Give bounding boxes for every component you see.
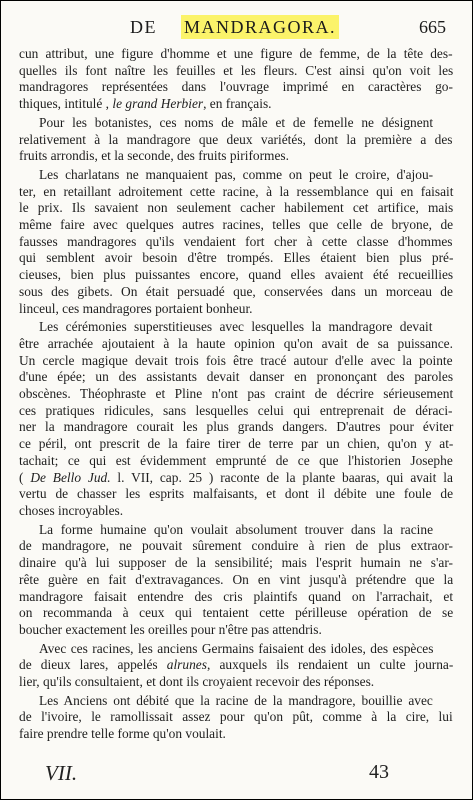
- text-line: relativement à la mandragore que deux variétés, dont la première a des: [19, 131, 453, 147]
- paragraph: [19, 641, 453, 691]
- text-line: boucher exactement les oreilles pour n'être pas attendris.: [19, 621, 322, 637]
- text-line: cun attribut, une figure d'homme et une figure de femme, de la tête des-: [19, 46, 453, 61]
- sheet-number: 43: [369, 761, 389, 783]
- text-line: le prix. Ils savaient non seulement cacher habilement cet artifice, mais: [19, 200, 454, 216]
- text-line: qui semblent avoir besoin d'être trompés. Elles étaient bien plus pré-: [19, 250, 454, 266]
- text-line: même faire avec quelques autres racines, telles que celle de bryone, de: [19, 217, 454, 233]
- text-line: de dieux lares, appelés alrunes, auxquels ils rendaient un culte journa-: [19, 657, 454, 673]
- running-title-highlighted: MANDRAGORA.: [181, 15, 339, 39]
- text-line: quelles ils font naître les feuilles et les fleurs. C'est ainsi qu'on voit les: [19, 62, 454, 78]
- text-line: ter, en retaillant adroitement cette racine, à la ressemblance qui en faisait: [19, 183, 454, 199]
- page-number: 665: [419, 17, 446, 37]
- paragraph: [19, 46, 453, 113]
- text-line: d'une épée; un des assistants devait danser en prononçant des paroles: [19, 369, 454, 385]
- text-line: thiques, intitulé , le grand Herbier, en français.: [19, 96, 272, 112]
- paragraph: [19, 167, 453, 317]
- running-title-prefix: DE: [130, 17, 157, 37]
- text-line: rête guère en fait d'extravagances. On en vint jusqu'à prétendre que la: [19, 571, 454, 587]
- text-line: Pour les botanistes, ces noms de mâle et de femelle ne désignent: [39, 114, 434, 130]
- text-line: tachait; ce qui est évidemment emprunté de ce que l'historien Josephe: [19, 452, 453, 468]
- text-line: lier, qu'ils consultaient, et dont ils croyaient recevoir des réponses.: [19, 674, 375, 690]
- paragraph: [19, 522, 453, 639]
- text-line: fruits arrondis, et la seconde, des fruits piriformes.: [19, 148, 289, 164]
- text-line: sous des gibets. On était persuadé que, conservées dans un morceau de: [19, 283, 453, 299]
- page-footer: [1, 761, 472, 791]
- text-line: Les cérémonies superstitieuses avec lesquelles la mandragore devait: [39, 319, 433, 335]
- paragraph: [19, 693, 453, 743]
- text-line: Avec ces racines, les anciens Germains faisaient des idoles, des espèces: [39, 640, 434, 656]
- text-line: La forme humaine qu'on voulait absolument trouver dans la racine: [39, 521, 434, 537]
- text-line: ce péril, ont prescrit de la faire tirer de terre par un chien, qu'on y at-: [19, 436, 454, 452]
- text-line: de l'ivoire, le ramollissait assez pour qu'on pût, comme à la cire, lui: [19, 709, 453, 725]
- body-text: [19, 46, 453, 743]
- text-line: dinaire qu'à lui supposer de la sensibilité; mais l'esprit humain ne s'ar-: [19, 555, 454, 571]
- text-line: obscènes. Théophraste et Pline n'ont pas craint de décrire sérieusement: [19, 386, 454, 402]
- text-line: vertu de chasser les esprits malfaisants, et dont il débite une foule de: [19, 486, 454, 502]
- text-line: être arrachée ajoutaient à la haute opinion qu'on avait de sa puissance.: [19, 335, 453, 351]
- text-line: cieuses, bien plus puissantes encore, quand elles avaient été recueillies: [19, 267, 454, 283]
- text-line: linceul, ces mandragores portaient bonheur.: [19, 300, 253, 316]
- running-header: [1, 17, 472, 39]
- text-line: Les Anciens ont débité que la racine de la mandragore, bouillie avec: [39, 692, 433, 708]
- text-line: faire prendre telle forme qu'on voulait.: [19, 726, 226, 742]
- signature-mark: VII.: [45, 761, 78, 785]
- text-line: Les charlatans ne manquaient pas, comme on peut le croire, d'ajou-: [39, 166, 434, 182]
- text-line: fausses mandragores qu'ils vendaient fort cher à cette classe d'hommes: [19, 233, 453, 249]
- text-line: choses incroyables.: [19, 502, 124, 518]
- paragraph: [19, 115, 453, 165]
- text-line: ces pratiques ridicules, sans lesquelles celui qui entreprenait de déraci-: [19, 402, 453, 418]
- text-line: Un cercle magique devait trois fois être tracé autour d'elle avec la pointe: [19, 352, 453, 368]
- paragraph: [19, 319, 453, 519]
- text-line: mandragores représentées dans l'ouvrage imprimé en caractères go-: [19, 79, 453, 95]
- text-line: on recommanda à ceux qui tentaient cette périlleuse opération de se: [19, 605, 454, 621]
- text-line: ( De Bello Jud. l. VII, cap. 25 ) raconte de la plante baaras, qui avait la: [19, 469, 453, 485]
- text-line: ner la mandragore courait les plus grands dangers. D'autres pour éviter: [19, 419, 454, 435]
- text-line: de mandragore, ne pouvait sûrement conduire à rien de plus extraor-: [19, 538, 453, 554]
- text-line: mandragore faisait entendre des cris plaintifs quand on l'arrachait, et: [19, 588, 454, 604]
